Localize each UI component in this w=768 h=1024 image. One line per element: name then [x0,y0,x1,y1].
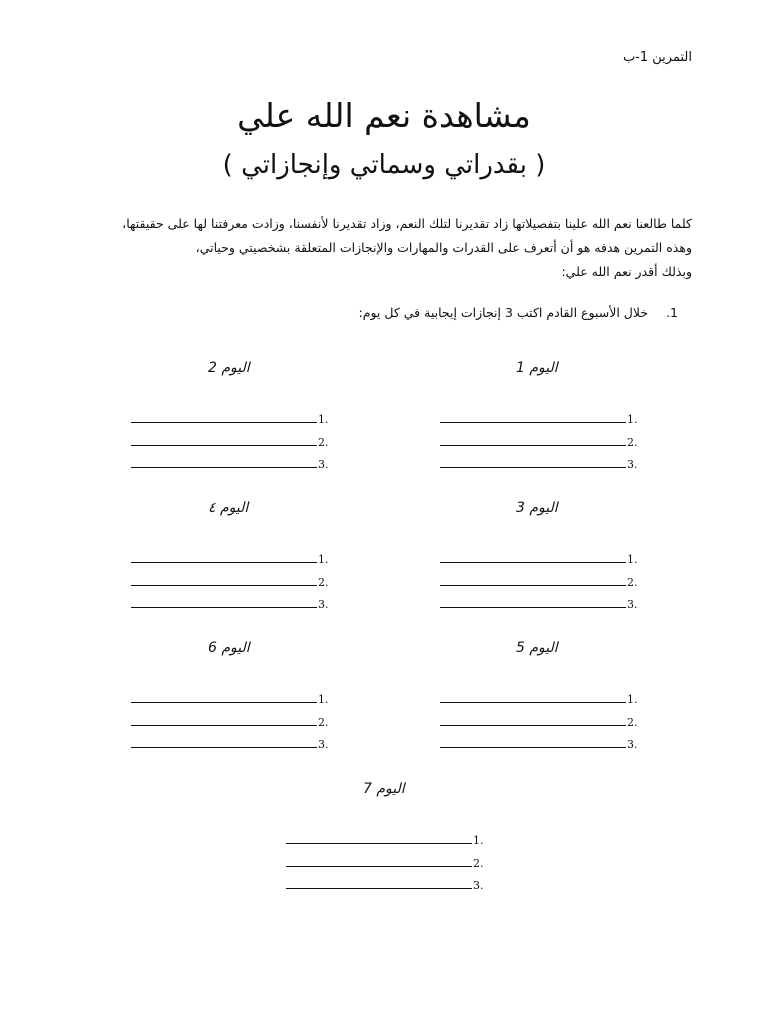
day-5-entry-3[interactable]: 3. [440,737,638,751]
day-6-entry-1[interactable]: 1. [131,692,329,706]
day-4-entry-2[interactable]: 2. [131,575,329,589]
instruction [359,305,678,320]
day-1-entry-1[interactable]: 1. [440,412,638,426]
day-6-entry-2[interactable]: 2. [131,715,329,729]
day-1-entry-2[interactable]: 2. [440,435,638,449]
day-1-entry-3[interactable]: 3. [440,457,638,471]
day-3-entry-2[interactable]: 2. [440,575,638,589]
day-6-entry-3[interactable]: 3. [131,737,329,751]
intro-line: وهذه التمرين هدفه هو أن أتعرف على القدرات والمهارات والإنجازات المتعلقة بشخصيتي وحياتي، [195,240,692,255]
intro-paragraph [76,212,692,284]
day-2-entry-2[interactable]: 2. [131,435,329,449]
day-5-entry-2[interactable]: 2. [440,715,638,729]
page-subtitle: ( بقدراتي وسماتي وإنجازاتي ) [222,150,546,180]
instruction-text: خلال الأسبوع القادم اكتب 3 إنجازات إيجابية في كل يوم: [358,305,649,320]
day-6-title: اليوم 6 [208,640,250,656]
intro-line: كلما طالعنا نعم الله علينا بتفصيلاتها زاد تقديرنا لتلك النعم، وزاد تقديرنا لأنفسنا، وزادت معرفتنا لها على حقيقتها، [122,216,692,231]
day-2-title: اليوم 2 [208,360,250,376]
exercise-label: التمرين 1-ب [622,50,692,65]
page-title: مشاهدة نعم الله علي [237,96,531,135]
day-1-title: اليوم 1 [516,360,558,376]
day-2-entry-1[interactable]: 1. [131,412,329,426]
day-7-entry-3[interactable]: 3. [286,878,484,892]
day-4-title: اليوم ٤ [208,500,249,516]
day-2-entry-3[interactable]: 3. [131,457,329,471]
day-7-entry-1[interactable]: 1. [286,833,484,847]
day-4-entry-3[interactable]: 3. [131,597,329,611]
day-3-entry-3[interactable]: 3. [440,597,638,611]
instruction-number: 1. [666,305,678,320]
intro-line: وبذلك أقدر نعم الله علي: [561,264,692,279]
day-7-title: اليوم 7 [363,781,405,797]
day-3-title: اليوم 3 [516,500,558,516]
day-5-entry-1[interactable]: 1. [440,692,638,706]
day-4-entry-1[interactable]: 1. [131,552,329,566]
day-5-title: اليوم 5 [516,640,558,656]
day-3-entry-1[interactable]: 1. [440,552,638,566]
day-7-entry-2[interactable]: 2. [286,856,484,870]
